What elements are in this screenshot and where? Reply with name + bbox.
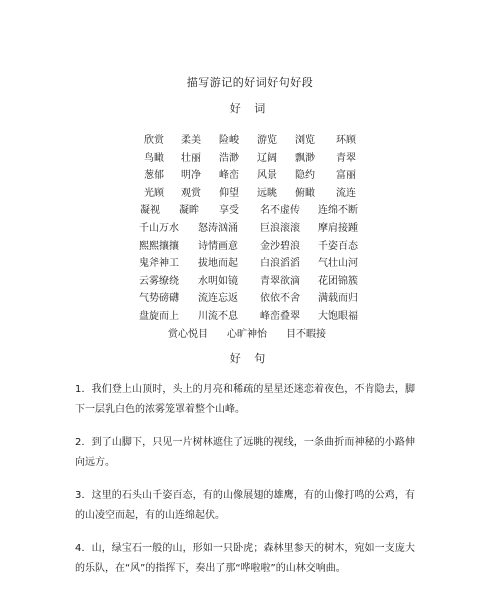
vocabulary-word: 风景 xyxy=(257,170,277,182)
vocabulary-word: 熙熙攘攘 xyxy=(139,240,179,252)
vocabulary-word: 花团锦簇 xyxy=(318,275,358,287)
vocabulary-word: 远眺 xyxy=(257,187,277,199)
vocabulary-word: 隐约 xyxy=(295,170,315,182)
vocabulary-word: 巨浪滚滚 xyxy=(260,222,300,234)
vocabulary-word: 观赏 xyxy=(181,187,201,199)
vocabulary-word: 心旷神怡 xyxy=(227,328,267,340)
vocabulary-word: 享受 xyxy=(219,205,239,217)
vocabulary-word: 柔美 xyxy=(181,135,201,146)
vocabulary-word: 摩肩接踵 xyxy=(318,222,358,234)
vocabulary-word: 千姿百态 xyxy=(318,240,358,252)
word-row xyxy=(0,201,500,219)
vocabulary-word: 葱郁 xyxy=(144,170,164,182)
vocabulary-word: 峰峦 xyxy=(219,170,239,182)
vocabulary-word: 欣赏 xyxy=(144,135,164,146)
vocabulary-word: 千山万水 xyxy=(139,222,179,234)
vocabulary-word: 俯瞰 xyxy=(295,187,315,199)
word-row xyxy=(0,237,500,255)
vocabulary-word: 依依不舍 xyxy=(260,293,300,305)
vocabulary-word: 浩渺 xyxy=(219,152,239,164)
vocabulary-word: 川流不息 xyxy=(198,310,238,322)
word-grid xyxy=(0,131,500,342)
word-row xyxy=(0,131,500,149)
vocabulary-word: 流连忘返 xyxy=(198,293,238,305)
sentence-item: 3．这里的石头山千姿百态，有的山像展翅的雄鹰，有的山像打鸣的公鸡，有的山凌空而起，有的山连绵起伏。 xyxy=(75,490,415,521)
sentences-section-heading: 好 句 xyxy=(229,352,271,365)
vocabulary-word: 浏览 xyxy=(295,135,315,146)
sentence-item: 1．我们登上山顶时，头上的月亮和稀疏的星星还迷恋着夜色，不肯隐去，脚下一层乳白色的浓雾笼罩着整个山峰。 xyxy=(75,384,415,415)
vocabulary-word: 连绵不断 xyxy=(318,205,358,217)
vocabulary-word: 凝视 xyxy=(140,205,160,217)
vocabulary-word: 赏心悦目 xyxy=(168,328,208,340)
vocabulary-word: 怒涛汹涌 xyxy=(198,222,238,234)
word-row xyxy=(0,184,500,202)
vocabulary-word: 大饱眼福 xyxy=(318,310,358,322)
word-row xyxy=(0,289,500,307)
vocabulary-word: 环顾 xyxy=(336,135,356,146)
vocabulary-word: 鸟瞰 xyxy=(144,152,164,164)
vocabulary-word: 水明如镜 xyxy=(198,275,238,287)
vocabulary-word: 白浪滔滔 xyxy=(260,258,300,270)
vocabulary-word: 游览 xyxy=(257,135,277,146)
vocabulary-word: 青翠欲滴 xyxy=(260,275,300,287)
vocabulary-word: 鬼斧神工 xyxy=(139,258,179,270)
document-title: 描写游记的好词好句好段 xyxy=(186,76,314,89)
vocabulary-word: 名不虚传 xyxy=(260,205,300,217)
sentence-item: 4．山，绿宝石一般的山，形如一只卧虎；森林里参天的树木，宛如一支庞大的乐队，在“风”的指挥下，奏出了那“哗啦啦”的山林交响曲。 xyxy=(75,543,415,574)
vocabulary-word: 青翠 xyxy=(336,152,356,164)
vocabulary-word: 飘渺 xyxy=(295,152,315,164)
vocabulary-word: 富丽 xyxy=(336,170,356,182)
word-row xyxy=(0,307,500,325)
vocabulary-word: 目不暇接 xyxy=(286,328,326,340)
word-row xyxy=(0,254,500,272)
vocabulary-word: 诗情画意 xyxy=(198,240,238,252)
vocabulary-word: 壮丽 xyxy=(181,152,201,164)
vocabulary-word: 流连 xyxy=(336,187,356,199)
word-row xyxy=(0,166,500,184)
word-row xyxy=(0,325,500,343)
word-row xyxy=(0,272,500,290)
sentence-list xyxy=(75,380,415,592)
vocabulary-word: 凝眸 xyxy=(179,205,199,217)
word-row xyxy=(0,149,500,167)
vocabulary-word: 拔地而起 xyxy=(198,258,238,270)
vocabulary-word: 峰峦叠翠 xyxy=(260,310,300,322)
vocabulary-word: 满载而归 xyxy=(318,293,358,305)
word-row xyxy=(0,219,500,237)
vocabulary-word: 气势磅礴 xyxy=(139,293,179,305)
vocabulary-word: 气壮山河 xyxy=(318,258,358,270)
vocabulary-word: 险峻 xyxy=(219,135,239,146)
vocabulary-word: 云雾缭绕 xyxy=(139,275,179,287)
vocabulary-word: 金沙碧浪 xyxy=(260,240,300,252)
vocabulary-word: 仰望 xyxy=(219,187,239,199)
sentence-item: 2．到了山脚下，只见一片树林遮住了远眺的视线，一条曲折而神秘的小路伸向远方。 xyxy=(75,437,415,468)
vocabulary-word: 辽阔 xyxy=(257,152,277,164)
vocabulary-word: 明净 xyxy=(181,170,201,182)
words-section-heading: 好 词 xyxy=(229,102,271,115)
vocabulary-word: 光顾 xyxy=(144,187,164,199)
vocabulary-word: 盘旋而上 xyxy=(139,310,179,322)
